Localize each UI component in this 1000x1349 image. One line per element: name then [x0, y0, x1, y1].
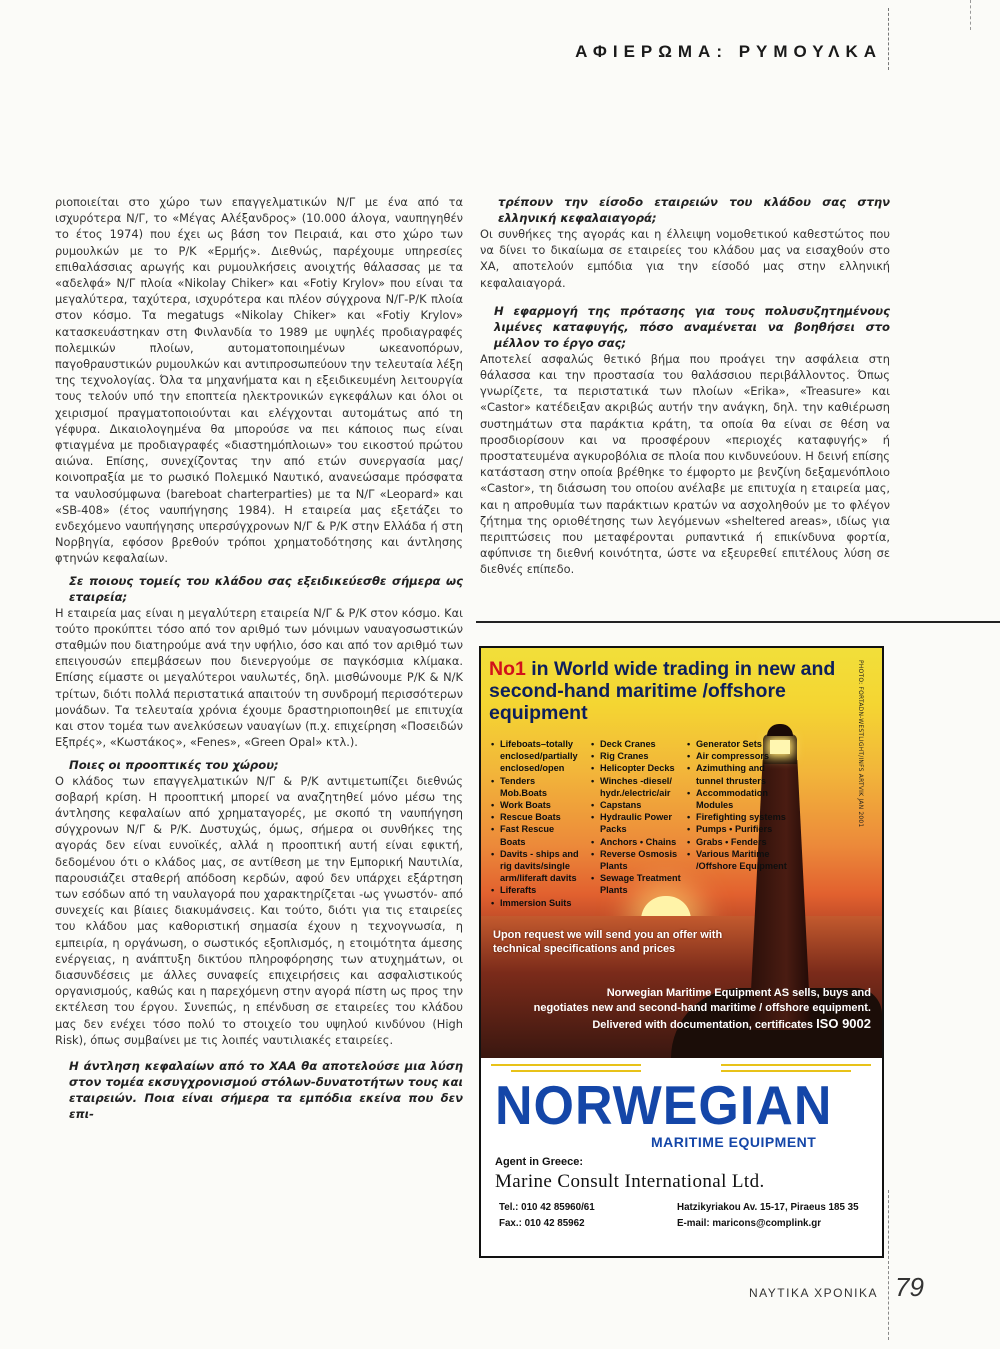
product-item: • Pumps • Purifiers: [687, 823, 787, 835]
agent-company: Marine Consult International Ltd.: [495, 1171, 765, 1192]
section-divider: [476, 621, 1000, 623]
product-item: • Reverse Osmosis Plants: [591, 848, 681, 872]
fax: Fax.: 010 42 85962: [499, 1218, 585, 1229]
product-item: • Winches -diesel/ hydr./electric/air: [591, 775, 681, 799]
product-list-3: [687, 738, 787, 872]
question-1: Σε ποιους τομείς του κλάδου σας εξειδικεύεσθε σήμερα ως εταιρεία;: [69, 573, 463, 604]
product-item: • Various Maritime /Offshore Equipment: [687, 848, 787, 872]
header-divider: [888, 8, 889, 70]
product-item: • Lifeboats–totally enclosed/partially enclosed/open: [491, 738, 581, 775]
question-3-continued: τρέπουν την είσοδο εταιρειών του κλάδου σας στην ελληνική κεφαλαιαγορά;: [498, 195, 890, 225]
product-item: • Capstans: [591, 799, 681, 811]
email: E-mail: maricons@complink.gr: [677, 1218, 822, 1229]
edge-mark: [970, 0, 971, 30]
phone-contacts: [499, 1200, 595, 1232]
product-item: • Immersion Suits: [491, 897, 581, 909]
ray-line: [721, 1064, 871, 1066]
ray-line: [511, 1070, 641, 1072]
right-column: [480, 194, 890, 578]
answer-4: Αποτελεί ασφαλώς θετικό βήμα που προάγει την ασφάλεια στη θάλασσα και την προστασία του θαλάσσιου περιβάλλοντος. Όπως γνωρίζετε, τα περιστατικά των πλοίων «Erika», «Treasure» και «Castor» κατέδειξαν ακριβώς αυτήν την ανάγκη, δηλ. την καθιέρωση συστημάτων στα παράκτια κράτη, τα οποία θα είναι σε θέση να προσδιορίσουν και να προσφέρουν «περιοχές καταφυγής» ή προστατευμένα αγκυροβόλια σε πλοία που κινδυνεύουν. Η δεινή επίσης κατάσταση στην οποία βρέθηκε το έμφορτο με βενζίνη δεξαμενόπλοιο «Castor», τη διάσωση του οποίου ανέλαβε με επιτυχία η εταιρεία μας, και η απροθυμία των παράκτιων κρατών να ασχοληθούν με το φλέγον ζήτημα της οριοθέτησης των λεγόμενων «sheltered areas», ιδίως για περιπτώσεις που μεταφέρονται ρυπαντικά ή επικίνδυνα φορτία, αφύπνισε τη διεθνή κοινότητα, ώστε να εξευρεθεί επιτέλους λύση σε διεθνές επίπεδο.: [480, 351, 890, 577]
address-contacts: [677, 1200, 859, 1232]
product-item: • Work Boats: [491, 799, 581, 811]
left-column: [55, 194, 463, 1122]
product-item: • Firefighting systems: [687, 811, 787, 823]
product-item: • Air compressors: [687, 750, 787, 762]
page-number: 79: [895, 1272, 924, 1302]
product-item: • Rescue Boats: [491, 811, 581, 823]
no1-badge: No1: [489, 658, 526, 680]
agent-label: Agent in Greece:: [495, 1156, 584, 1168]
answer-3: Οι συνθήκες της αγοράς και η έλλειψη νομοθετικού καθεστώτος που να δίνει το δικαίωμα σε εταιρείες του κλάδου μας να εισαχθούν στο ΧΑ, αποτελούν εμπόδια για την είσοδό μας στην ελληνική κεφαλαιαγορά.: [480, 227, 890, 290]
statement-line-2: negotiates new and second-hand maritime / offshore equipment.: [533, 1002, 871, 1014]
iso-badge: ISO 9002: [816, 1016, 871, 1031]
section-title: ΑΦΙΕΡΩΜΑ: ΡΥΜΟΥΛΚΑ: [575, 42, 882, 61]
offer-request-text: Upon request we will send you an offer with technical specifications and prices: [493, 929, 723, 955]
product-item: • Rig Cranes: [591, 750, 681, 762]
product-item: • Azimuthing and tunnel thrusters: [687, 762, 787, 786]
product-item: • Helicopter Decks: [591, 762, 681, 774]
product-item: • Fast Rescue Boats: [491, 823, 581, 847]
magazine-name: ΝΑΥΤΙΚΑ ΧΡΟΝΙΚΑ: [749, 1286, 878, 1300]
product-item: • Hydraulic Power Packs: [591, 811, 681, 835]
footer-divider: [888, 1190, 889, 1340]
product-item: • Anchors • Chains: [591, 836, 681, 848]
product-list-2: [591, 738, 681, 897]
ray-line: [721, 1070, 851, 1072]
intro-paragraph: ριοποιείται στο χώρο των επαγγελματικών Ν/Γ με ένα από τα ισχυρότερα Ν/Γ, το «Μέγας Αλέξανδρος» (10.000 άλογα, ναυπηγηθέν το έτος 1974) που έχει ως βάση τον Πειραιά, και στο χώρο των ρυμουλκών με το Ρ/Κ «Ερμής». Διεθνώς, παρέχουμε υπηρεσίες επιθαλάσσιας αρωγής και ρυμουλκήσεις ανοιχτής θάλασσας με τα «αδελφά» Ν/Γ πλοία «Nikolay Chiker» και «Fotiy Krylov» που είναι τα μεγαλύτερα, ταχύτερα, ισχυρότερα και πλέον σύγχρονα Ν/Γ-Ρ/Κ πλοία στον κόσμο. Τα megatugs «Nikolay Chiker» και «Fotiy Krylov» κατασκευάστηκαν στη Φινλανδία το 1989 με υψηλές προδιαγραφές πολεμικών πλοίων, αυτοματοποιημένων ωκεανοπόρων, παγοθραυστικών ρυμουλκών και αντιπροσωπεύουν την τελευταία λέξη της τεχνολογίας. Όλα τα μηχανήματα και η εξειδικευμένη λειτουργία τους τελούν υπό την εποπτεία ηλεκτρονικών εγκεφάλων και όλοι οι χειρισμοί πραγματοποιούνται και ελέγχονται αυτομάτως από τη γέφυρα. Δικαιολογημένα θα μπορούσε να πει κάποιος πως είναι φτιαγμένα με προδιαγραφές «διαστημόπλοιων» του εικοστού πρώτου αιώνα. Επίσης, συνεχίζοντας την από ετών συνεργασία μας/κοινοπραξία με το ρωσικό Πολεμικό Ναυτικό, ανανεώσαμε πρόσφατα τα ναυλοσύμφωνα (bareboat charterparties) με τα Ν/Γ «Leopard» και «SB-408» (έτος ναυπήγησης 1984). Η εταιρεία μας εξετάζει το ενδεχόμενο ναυπήγησης υπερσύγχρονων Ν/Γ & Ρ/Κ στην Ελλάδα ή στη Νορβηγία, εφόσον βρεθούν τρόποι χρηματοδότησης και άντλησης φτηνών κεφαλαίων.: [55, 195, 463, 566]
ad-headline-text: in World wide trading in new and second-hand maritime /offshore equipment: [489, 658, 836, 724]
ad-headline: [489, 658, 859, 724]
product-item: • Generator Sets: [687, 738, 787, 750]
product-item: • Grabs • Fenders: [687, 836, 787, 848]
product-list-1: [491, 738, 581, 909]
ray-line: [491, 1064, 641, 1066]
company-statement: [501, 986, 871, 1033]
product-item: • Deck Cranes: [591, 738, 681, 750]
statement-line-1: Norwegian Maritime Equipment AS sells, buys and: [606, 987, 871, 999]
lighthouse-cap: [767, 724, 793, 736]
product-item: • Tenders Mob.Boats: [491, 775, 581, 799]
question-2: Ποιες οι προοπτικές του χώρου;: [69, 757, 279, 772]
answer-2: Ο κλάδος των επαγγελματικών Ν/Γ & Ρ/Κ αντιμετωπίζει διεθνώς σοβαρή κρίση. Η προοπτική μπορεί να αναζητηθεί μόνο μέσω της άντλησης κεφαλαίων από χρηματαγορές, με σκοπό τη ναυπήγηση σύγχρονων Ν/Γ & Ρ/Κ. Δυστυχώς, όμως, σήμερα οι συνθήκες της αγοράς δεν είναι ευνοϊκές, αλλά η προοπτική αυτή είναι εφικτή, δεδομένου ότι ο κλάδος μας, σε αντίθεση με την Εμπορική Ναυτιλία, παρουσιάζει σταθερή απόδοση κερδών, αφού δεν υπάρχει εξάρτηση των εσόδων από τη ναυλαγορά που χαρακτηρίζεται -ως γνωστόν- από συνεχείς και βίαιες διακυμάνσεις. Και τούτο, διότι για τις εταιρείες του κλάδου μας καθοριστική σημασία έχουν η τεχνογνωσία, η εμπειρία, η οργάνωση, ο σωστικός εξοπλισμός, η ετοιμότητα άμεσης ενέργειας, η ανάπτυξη δικτύου πληροφόρησης των ατυχημάτων, οι διασυνδέσεις με άλλες συναφείς επιχειρήσεις και ασφαλιστικούς οργανισμούς, καθώς και η παρεχόμενη στην αγορά πίστη ως προς την εκτέλεση του έργου. Συνεπώς, η επένδυση σε εταιρείες του κλάδου μας δεν ενέχει τόσο πολύ το στοιχείο του υψηλού κινδύνου (High Risk), όπως συμβαίνει με τις λοιπές ναυτιλιακές εταιρείες.: [55, 773, 463, 1047]
photo-credit: PHOTO: FORTADN-WESTLIGHT/INFS ARTVIK JAN 2001: [857, 660, 864, 828]
lighthouse-sunset-photo: [481, 648, 882, 1058]
product-item: • Accommodation Modules: [687, 787, 787, 811]
address: Hatzikyriakou Av. 15-17, Piraeus 185 35: [677, 1202, 859, 1213]
question-3: Η άντληση κεφαλαίων από το ΧΑΑ θα αποτελούσε μια λύση στον τομέα εκσυγχρονισμού στόλων-δυνατοτήτων τους και εταιρειών. Ποια είναι σήμερα τα εμπόδια εκείνα που δεν επι-: [69, 1058, 463, 1121]
product-item: • Liferafts: [491, 884, 581, 896]
telephone: Tel.: 010 42 85960/61: [499, 1202, 595, 1213]
product-item: • Sewage Treatment Plants: [591, 872, 681, 896]
advertisement: [479, 646, 884, 1258]
product-item: • Davits - ships and rig davits/single arm/liferaft davits: [491, 848, 581, 885]
logo-subtitle: MARITIME EQUIPMENT: [651, 1134, 817, 1150]
question-4: Η εφαρμογή της πρότασης για τους πολυσυζητημένους λιμένες καταφυγής, πόσο αναμένεται να βοηθήσει στο μέλλον το έργο σας;: [494, 303, 890, 350]
statement-line-3: Delivered with documentation, certificates: [592, 1019, 813, 1031]
norwegian-logo: NORWEGIAN: [495, 1075, 833, 1137]
answer-1: Η εταιρεία μας είναι η μεγαλύτερη εταιρεία Ν/Γ & Ρ/Κ στον κόσμο. Και τούτο προκύπτει τόσο από τον αριθμό των μόνιμων ναυαγοσωστικών σταθμών που διατηρούμε ανά την υφήλιο, όσο και από τον αριθμό των επειγουσών επεμβάσεων που διενεργούμε σε παγκόσμια κλίμακα. Επίσης είμαστε οι μεγαλύτεροι ναυλωτές, δηλ. μισθώνουμε Ρ/Κ & Ν/Κ τρίτων, διότι πολλά περιστατικά απαιτούν τη συνδρομή περισσότερων μονάδων. Τα τελευταία χρόνια έχουμε δραστηριοποιηθεί με επιτυχία και στον τομέα των ανελκύσεων ναυαγίων (π.χ. επιχείρηση «Ποσειδών Εξπρές», «Κωστάκος», «Fenes», «Green Opal» κτλ.).: [55, 605, 463, 750]
